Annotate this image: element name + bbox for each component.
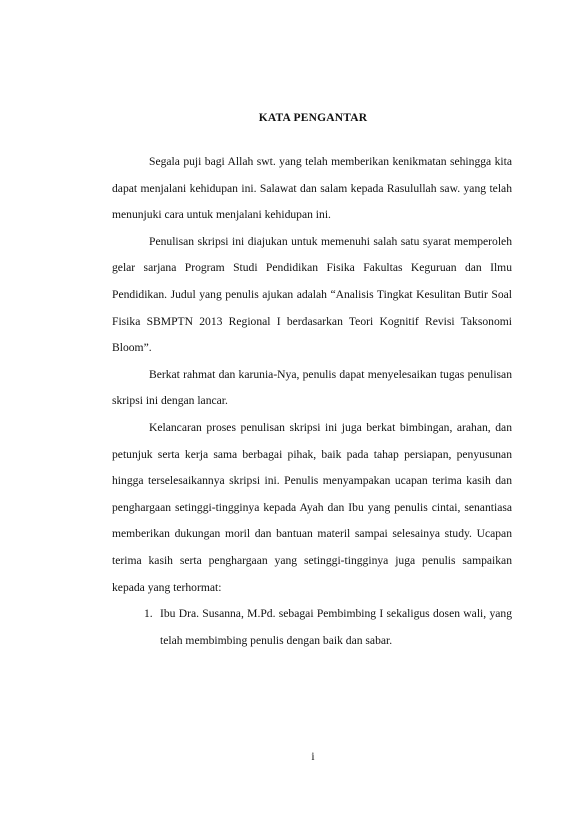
paragraph: Segala puji bagi Allah swt. yang telah memberikan kenikmatan sehingga kita dapat menjalani kehidupan ini. Salawat dan salam kepada Rasulullah saw. yang telah menunjuki cara untuk menjalani kehidupan ini.	[112, 155, 512, 222]
list-item	[144, 601, 512, 654]
page-title: KATA PENGANTAR	[258, 112, 368, 124]
page-number: i	[311, 751, 315, 763]
acknowledgement-list	[112, 601, 512, 654]
list-item-text: Ibu Dra. Susanna, M.Pd. sebagai Pembimbing I sekaligus dosen wali, yang telah membimbing penulis dengan baik dan sabar.	[160, 607, 512, 647]
paragraph: Berkat rahmat dan karunia-Nya, penulis dapat menyelesaikan tugas penulisan skripsi ini dengan lancar.	[112, 367, 512, 408]
body-text	[112, 149, 512, 654]
paragraph: Penulisan skripsi ini diajukan untuk memenuhi salah satu syarat memperoleh gelar sarjana Program Studi Pendidikan Fisika Fakultas Keguruan dan Ilmu Pendidikan. Judul yang penulis ajukan adalah “Analisis Tingkat Kesulitan Butir Soal Fisika SBMPTN 2013 Regional I berdasarkan Teori Kognitif Revisi Taksonomi Bloom”.	[112, 234, 512, 355]
paragraph: Kelancaran proses penulisan skripsi ini juga berkat bimbingan, arahan, dan petunjuk serta kerja sama berbagai pihak, baik pada tahap persiapan, penyusunan hingga terselesaikannya skripsi ini. Penulis menyampakan ucapan terima kasih dan penghargaan setinggi-tingginya kepada Ayah dan Ibu yang penulis cintai, senantiasa memberikan dukungan moril dan bantuan materil sampai selesainya study. Ucapan terima kasih serta penghargaan yang setinggi-tingginya juga penulis sampaikan kepada yang terhormat:	[112, 420, 512, 594]
list-item-number: 1.	[144, 607, 153, 621]
